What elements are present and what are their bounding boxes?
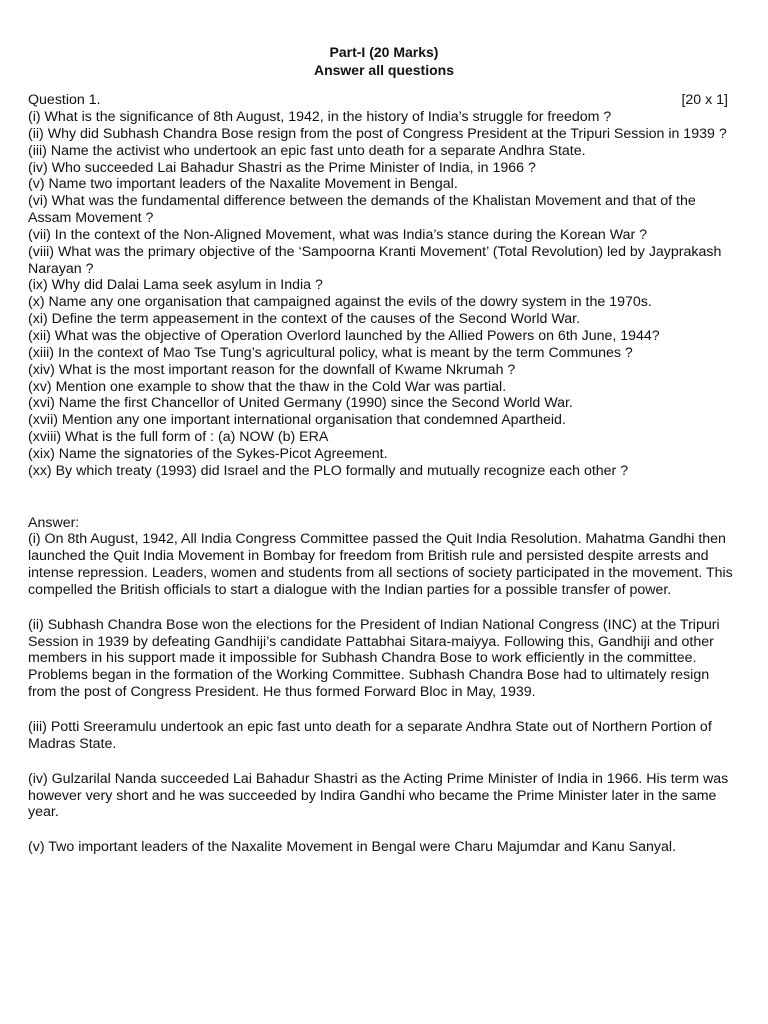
question-item: (xi) Define the term appeasement in the context of the causes of the Second World War. — [28, 311, 581, 328]
marks-label: [20 x 1] — [681, 92, 728, 108]
answer-paragraph: (ii) Subhash Chandra Bose won the elections for the President of Indian National Congress (INC) at the Tripuri Session in 1939 by defeating Gandhiji’s candidate Pattabhai Sitara-maiyya. Following this, Gandhiji and other members in his support made it impossible for Subhash Chandra Bose to work efficiently in the committee. Problems began in the formation of the Working Committee. Subhash Chandra Bose had to ultimately resign from the post of Congress President. He thus formed Forward Bloc in May, 1939. — [28, 616, 720, 701]
question-item: (ix) Why did Dalai Lama seek asylum in India ? — [28, 277, 323, 294]
question-item: (vii) In the context of the Non-Aligned Movement, what was India’s stance during the Korean War ? — [28, 226, 648, 243]
question-item: (xix) Name the signatories of the Sykes-Picot Agreement. — [28, 445, 388, 462]
question-item: (xiii) In the context of Mao Tse Tung’s agricultural policy, what is meant by the term Communes ? — [28, 344, 633, 361]
answer-paragraph: (iv) Gulzarilal Nanda succeeded Lai Bahadur Shastri as the Acting Prime Minister of India in 1966. His term was however very short and he was succeeded by Indira Gandhi who became the Prime Minister later in the same year. — [28, 770, 729, 821]
question-item: (xvii) Mention any one important international organisation that condemned Apartheid. — [28, 412, 566, 429]
question-item: (v) Name two important leaders of the Naxalite Movement in Bengal. — [28, 176, 458, 193]
instructions-heading: Answer all questions — [313, 62, 455, 78]
answer-paragraph: (i) On 8th August, 1942, All India Congress Committee passed the Quit India Resolution. Mahatma Gandhi then launched the Quit India Movement in Bombay for freedom from British rule and persisted despite arrests and intense repression. Leaders, women and students from all sections of society participated in the movement. This compelled the British officials to start a dialogue with the Indian parties for a possible transfer of power. — [28, 531, 733, 598]
question-item: (xviii) What is the full form of : (a) NOW (b) ERA — [28, 429, 329, 446]
answer-paragraph: (iii) Potti Sreeramulu undertook an epic fast unto death for a separate Andhra State out of Northern Portion of Madras State. — [28, 719, 712, 752]
question-heading — [28, 92, 740, 109]
question-item: (xiv) What is the most important reason for the downfall of Kwame Nkrumah ? — [28, 361, 516, 378]
question-item: (xv) Mention one example to show that the thaw in the Cold War was partial. — [28, 378, 507, 395]
part-title: Part-I (20 Marks) — [329, 44, 439, 60]
answer-section — [28, 515, 740, 857]
question-label: Question 1. — [28, 92, 101, 108]
question-item: (iii) Name the activist who undertook an epic fast unto death for a separate Andhra State. — [28, 142, 586, 159]
question-item: (x) Name any one organisation that campaigned against the evils of the dowry system in the 1970s. — [28, 294, 652, 311]
question-item: (xvi) Name the first Chancellor of United Germany (1990) since the Second World War. — [28, 395, 573, 412]
question-list — [28, 109, 740, 480]
question-item: (vi) What was the fundamental difference between the demands of the Khalistan Movement and that of the Assam Movement ? — [28, 193, 696, 227]
question-item: (xx) By which treaty (1993) did Israel and the PLO formally and mutually recognize each other ? — [28, 462, 629, 479]
answer-paragraph: (v) Two important leaders of the Naxalite Movement in Bengal were Charu Majumdar and Kanu Sanyal. — [28, 839, 676, 856]
question-item: (ii) Why did Subhash Chandra Bose resign from the post of Congress President at the Tripuri Session in 1939 ? — [28, 125, 727, 142]
document-page — [28, 0, 740, 874]
question-item: (viii) What was the primary objective of the ‘Sampoorna Kranti Movement’ (Total Revolution) led by Jayprakash Narayan ? — [28, 243, 722, 277]
answer-label: Answer: — [28, 514, 80, 531]
question-item: (iv) Who succeeded Lai Bahadur Shastri as the Prime Minister of India, in 1966 ? — [28, 159, 536, 176]
question-item: (i) What is the significance of 8th August, 1942, in the history of India’s struggle for freedom ? — [28, 109, 612, 125]
question-item: (xii) What was the objective of Operation Overlord launched by the Allied Powers on 6th June, 1944? — [28, 327, 660, 344]
section-header — [28, 0, 740, 79]
